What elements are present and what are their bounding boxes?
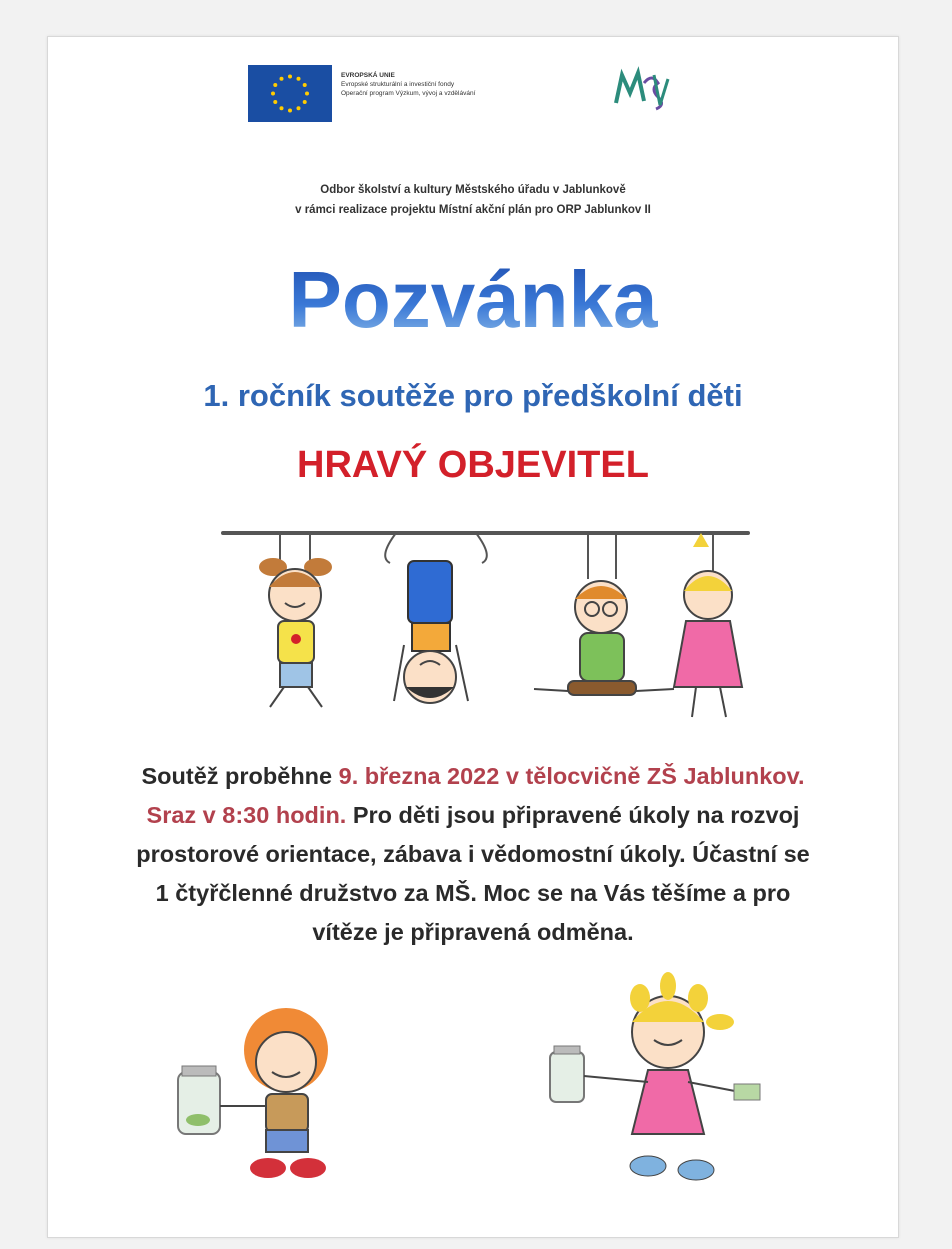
eu-star xyxy=(288,75,292,79)
kid-3-illustration xyxy=(534,533,674,695)
eu-star xyxy=(273,100,277,104)
eu-line: EVROPSKÁ UNIE xyxy=(341,72,395,79)
eu-flag-icon xyxy=(248,65,332,122)
description-text: Soutěž proběhne xyxy=(141,763,339,789)
eu-star xyxy=(273,83,277,87)
kid-2-illustration xyxy=(385,533,487,703)
organizer-text xyxy=(48,180,898,220)
msmt-logo-icon xyxy=(588,65,698,125)
description-line-5: vítěze je připravená odměna. xyxy=(312,919,634,945)
logo-strip xyxy=(248,65,708,127)
description-line-2 xyxy=(58,796,888,835)
eu-star xyxy=(303,83,307,87)
meeting-time: Sraz v 8:30 hodin. xyxy=(146,802,347,828)
eu-star xyxy=(288,109,292,113)
kids-on-bar-illustration xyxy=(218,525,758,745)
girl-with-jar-illustration xyxy=(548,962,768,1202)
event-description xyxy=(58,757,888,952)
kid-4-illustration xyxy=(674,533,742,717)
page-title: Pozvánka xyxy=(48,255,898,345)
eu-star xyxy=(271,92,275,96)
eu-star xyxy=(280,106,284,110)
eu-star xyxy=(297,106,301,110)
description-line-4: 1 čtyřčlenné družstvo za MŠ. Moc se na Vás těšíme a pro xyxy=(155,880,791,906)
event-name: HRAVÝ OBJEVITEL xyxy=(297,444,649,486)
eu-line: Evropské strukturální a investiční fondy xyxy=(341,81,455,88)
eu-text xyxy=(341,71,581,98)
description-line-3: prostorové orientace, zábava i vědomostní úkoly. Účastní se xyxy=(136,841,810,867)
subtitle: 1. ročník soutěže pro předškolní děti xyxy=(203,378,743,413)
eu-star xyxy=(297,77,301,81)
eu-star xyxy=(303,100,307,104)
eu-line: Operační program Výzkum, vývoj a vzdělávání xyxy=(341,90,476,97)
kid-1-illustration xyxy=(259,533,332,707)
organizer-line: Odbor školství a kultury Městského úřadu v Jablunkově xyxy=(320,184,626,196)
eu-star xyxy=(280,77,284,81)
event-date: 9. března 2022 v tělocvičně ZŠ Jablunkov. xyxy=(338,763,805,789)
description-text: Pro děti jsou připravené úkoly na rozvoj xyxy=(346,802,800,828)
organizer-line: v rámci realizace projektu Místní akční plán pro ORP Jablunkov II xyxy=(295,204,651,216)
eu-star xyxy=(305,92,309,96)
description-line-1 xyxy=(58,757,888,796)
invitation-page xyxy=(47,36,899,1238)
boy-with-jar-illustration xyxy=(168,982,368,1202)
